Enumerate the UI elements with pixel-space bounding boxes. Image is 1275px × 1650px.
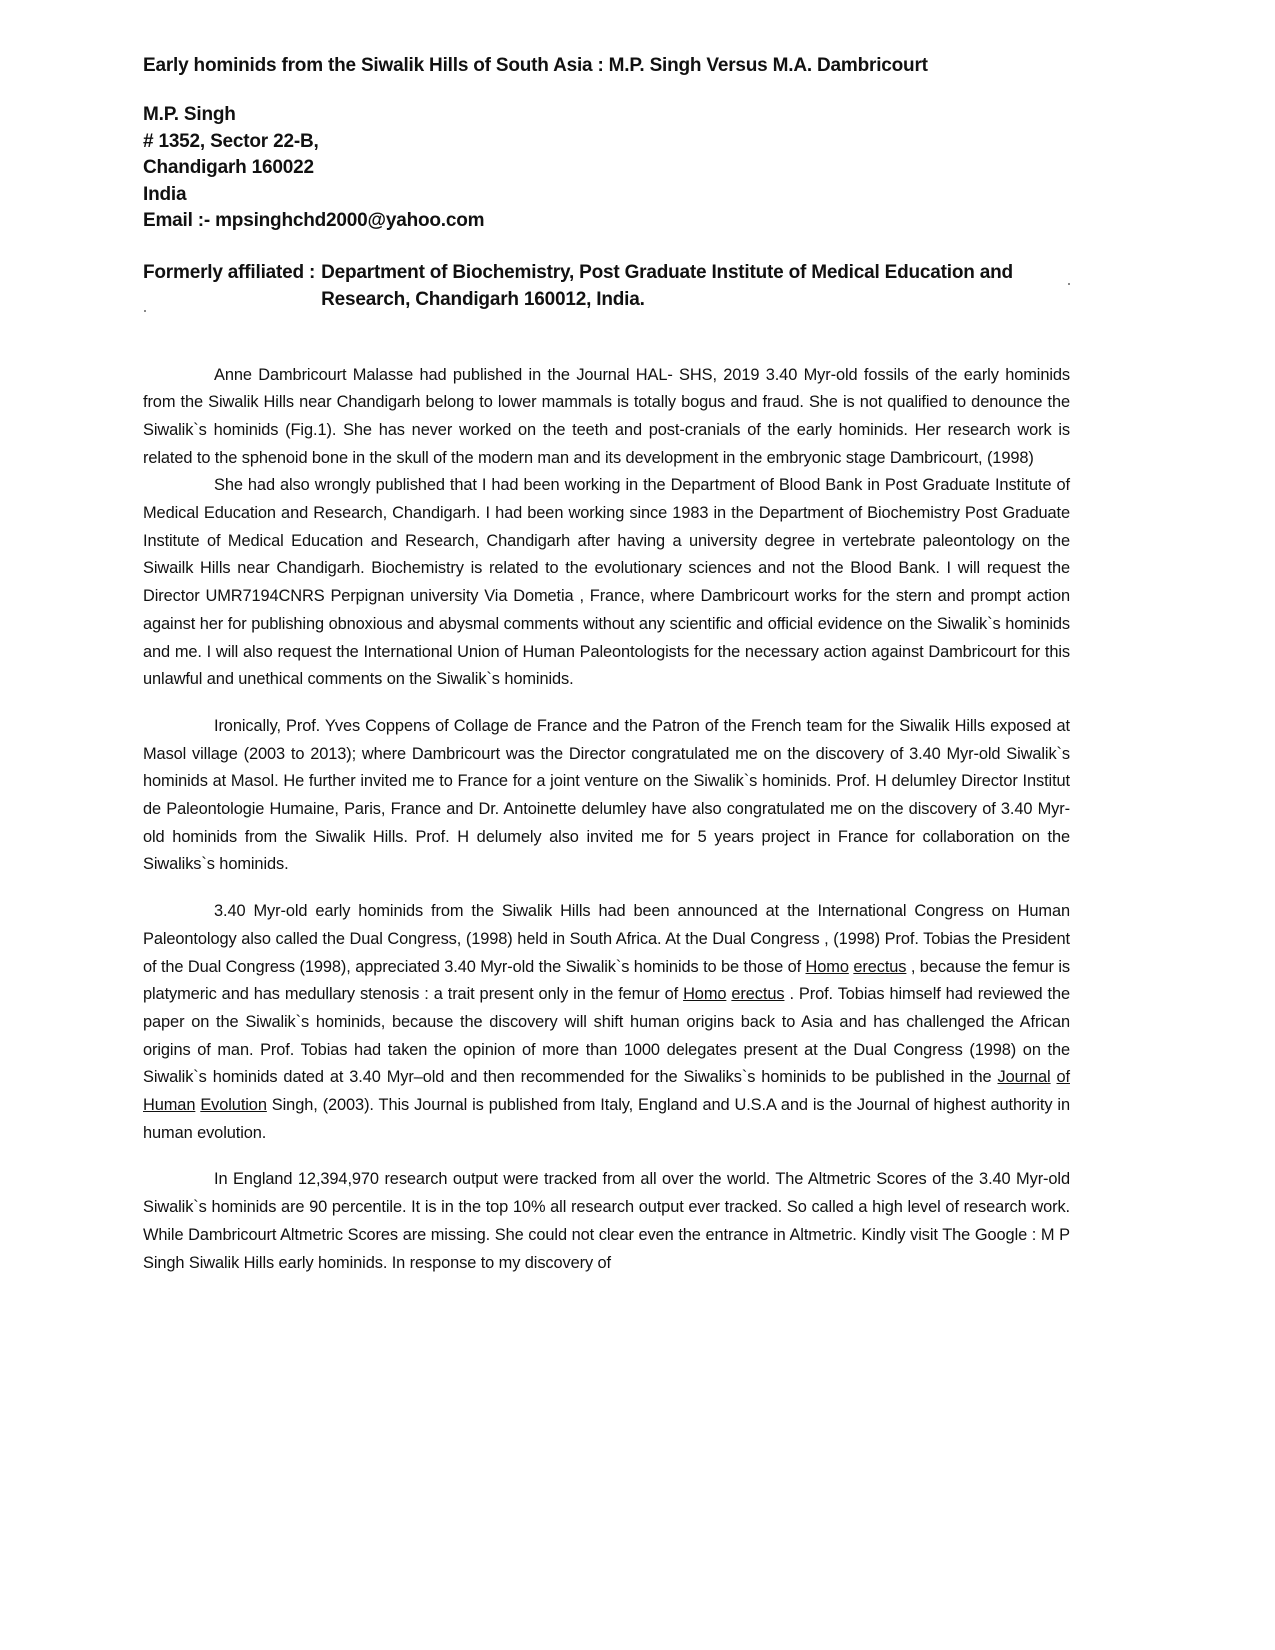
author-address-line2: Chandigarh 160022 <box>143 157 314 178</box>
paragraph-5: In England 12,394,970 research output were tracked from all over the world. The Altmetric Scores of the 3.40 Myr-old Siwalik`s hominids are 90 percentile. It is in the top 10% all research output ever tracked. So called a high level of research work. While Dambricourt Altmetric Scores are missing. She could not clear even the entrance in Altmetric. Kindly visit The Google : M P Singh Siwalik Hills early hominids. In response to my discovery of <box>143 1170 1070 1272</box>
author-block <box>143 102 1070 235</box>
species-erectus: erectus <box>853 957 907 976</box>
document-title: Early hominids from the Siwalik Hills of South Asia : M.P. Singh Versus M.A. Dambricourt <box>143 55 928 76</box>
stray-mark <box>144 310 146 312</box>
species-homo: Homo <box>805 957 849 976</box>
species-homo: Homo <box>683 985 727 1004</box>
of-word: of <box>1056 1068 1070 1087</box>
author-address-line1: # 1352, Sector 22-B, <box>143 130 319 152</box>
paragraph-4-text-2: , because the femur is platymeric and has medullary stenosis : a trait present only in the femur of <box>143 957 1070 1004</box>
stray-mark <box>1068 283 1070 285</box>
paragraph-4-text-3: . Prof. Tobias himself had reviewed the paper on the Siwalik`s hominids, because the discovery will shift human origins back to Asia and has challenged the African origins of man. Prof. Tobias had taken the opinion of more than 1000 delegates present at the Dual Congress (1998) on the Siwalik`s hominids dated at 3.40 Myr–old and then recommended for the Siwaliks`s hominids to be published in the <box>143 985 1070 1087</box>
paragraph-1: Anne Dambricourt Malasse had published in the Journal HAL- SHS, 2019 3.40 Myr-old fossils of the early hominids from the Siwalik Hills near Chandigarh belong to lower mammals is totally bogus and fraud. She is not qualified to denounce the Siwalik`s hominids (Fig.1). She has never worked on the teeth and post-cranials of the early hominids. Her research work is related to the sphenoid bone in the skull of the modern man and its development in the embryonic stage Dambricourt, (1998) <box>143 365 1070 467</box>
paragraph-4-text-1: 3.40 Myr-old early hominids from the Siwalik Hills had been announced at the International Congress on Human Paleontology also called the Dual Congress, (1998) held in South Africa. At the Dual Congress , (1998) Prof. Tobias the President of the Dual Congress (1998), appreciated 3.40 Myr-old the Siwalik`s hominids to be those of <box>143 902 1070 976</box>
author-name: M.P. Singh <box>143 104 236 125</box>
author-email: Email :- mpsinghchd2000@yahoo.com <box>143 210 485 231</box>
paragraph-4-text-4: Singh, (2003). This Journal is published from Italy, England and U.S.A and is the Journal of highest authority in human evolution. <box>143 1096 1070 1142</box>
document-body <box>143 362 1070 1278</box>
paragraph-2: She had also wrongly published that I had been working in the Department of Blood Bank in Post Graduate Institute of Medical Education and Research, Chandigarh. I had been working since 1983 in the Department of Biochemistry Post Graduate Institute of Medical Education and Research, Chandigarh after having a university degree in vertebrate paleontology on the Siwailk Hills near Chandigarh. Biochemistry is related to the evolutionary sciences and not the Blood Bank. I will request the Director UMR7194CNRS Perpignan university Via Dometia , France, where Dambricourt works for the stern and prompt action against her for publishing obnoxious and abysmal comments without any scientific and official evidence on the Siwalik`s hominids and me. I will also request the International Union of Human Paleontologists for the necessary action against Dambricourt for this unlawful and unethical comments on the Siwalik`s hominids. <box>143 476 1070 689</box>
paragraph-3: Ironically, Prof. Yves Coppens of Collage de France and the Patron of the French team for the Siwalik Hills exposed at Masol village (2003 to 2013); where Dambricourt was the Director congratulated me on the discovery of 3.40 Myr-old Siwalik`s hominids at Masol. He further invited me to France for a joint venture on the Siwalik`s hominids. Prof. H delumley Director Institut de Paleontologie Humaine, Paris, France and Dr. Antoinette delumley have also congratulated me on the discovery of 3.40 Myr-old hominids from the Siwalik Hills. Prof. H delumely also invited me for 5 years project in France for collaboration on the Siwaliks`s hominids. <box>143 716 1070 874</box>
journal-word: Journal <box>997 1068 1051 1087</box>
species-erectus: erectus <box>731 985 785 1004</box>
evolution-word: Evolution <box>200 1096 267 1115</box>
affiliation-text: Department of Biochemistry, Post Graduate Institute of Medical Education and Research, Chandigarh 160012, India. <box>321 261 1013 310</box>
paragraph-4 <box>143 898 1070 1147</box>
affiliation <box>143 259 1070 313</box>
affiliation-label: Formerly affiliated : <box>143 261 316 283</box>
author-country: India <box>143 183 187 205</box>
human-word: Human <box>143 1096 196 1115</box>
document-page <box>143 52 1070 1277</box>
